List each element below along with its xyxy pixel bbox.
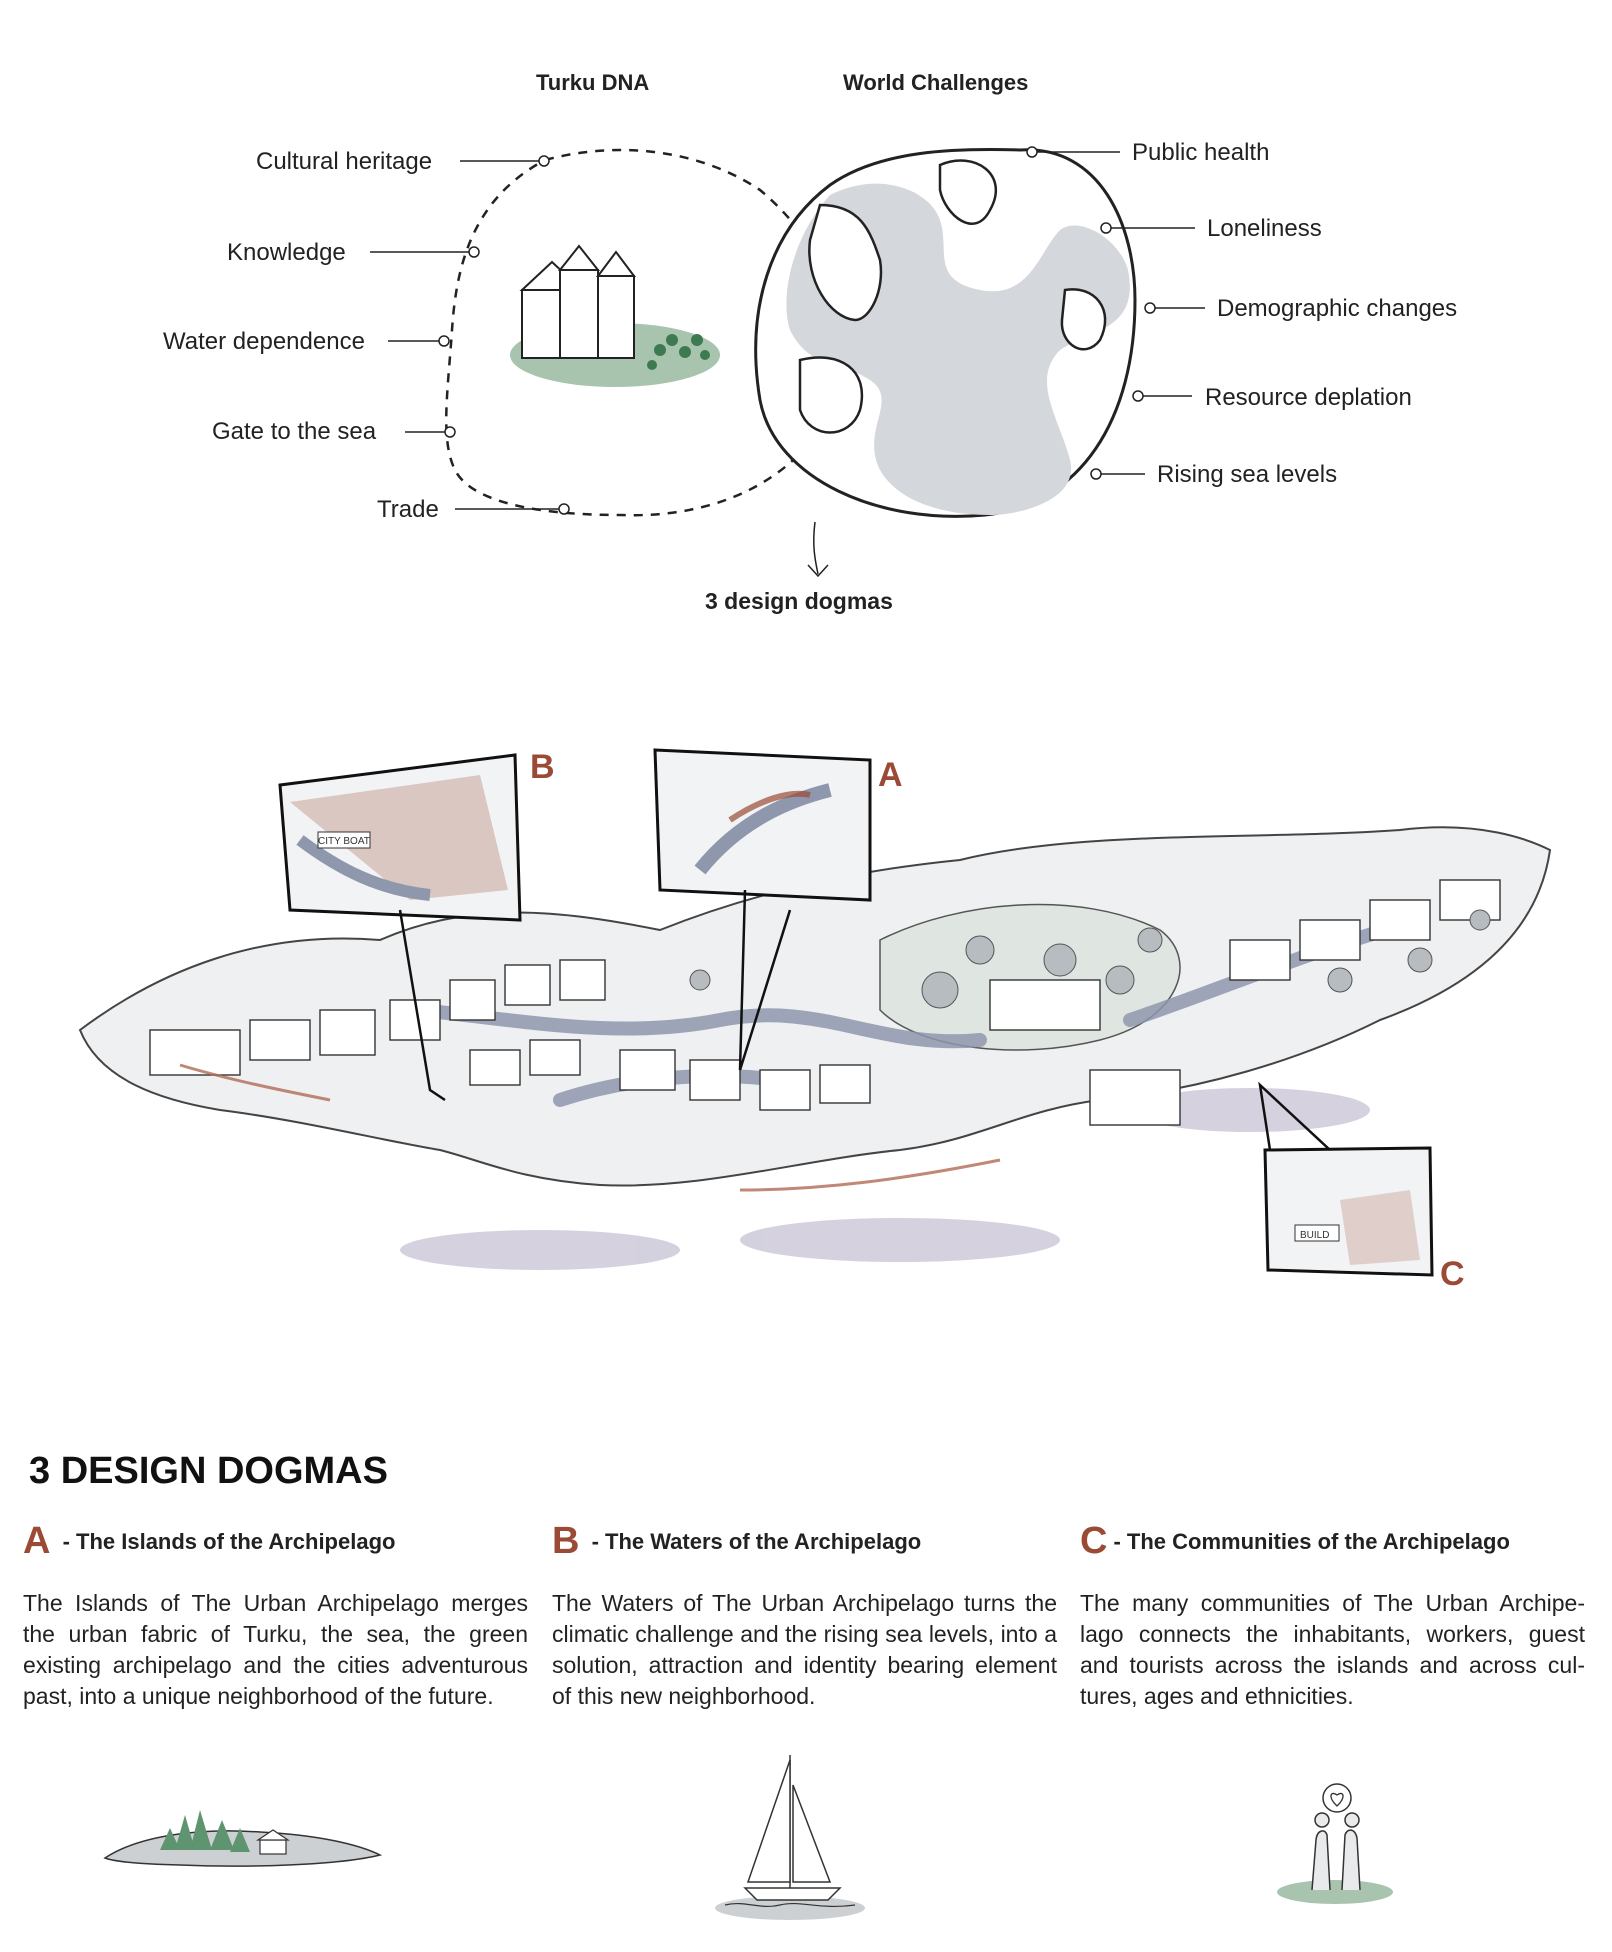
design-dogmas-label: 3 design dogmas: [705, 588, 893, 614]
dogma-a-heading: [23, 1520, 395, 1563]
dogma-c-heading: [1080, 1520, 1510, 1563]
build-sign: BUILD: [1300, 1230, 1330, 1241]
dogmas-title: 3 DESIGN DOGMAS: [29, 1450, 388, 1492]
world-item-loneliness: Loneliness: [1207, 215, 1322, 242]
dogma-c-letter: C: [1080, 1520, 1108, 1562]
dogma-c-title: - The Communities of the Archipelago: [1113, 1529, 1510, 1554]
callout-c-letter: C: [1440, 1255, 1465, 1293]
world-item-resource-deplation: Resource deplation: [1205, 384, 1412, 411]
world-globe: [756, 149, 1135, 516]
callout-a-letter: A: [878, 756, 903, 794]
turku-item-gate-to-sea: Gate to the sea: [212, 418, 377, 445]
turku-item-knowledge: Knowledge: [227, 239, 346, 266]
world-item-rising-sea-levels: Rising sea levels: [1157, 461, 1338, 488]
city-boat-sign: CITY BOAT: [318, 836, 370, 847]
dogma-b-letter: B: [552, 1520, 580, 1562]
world-item-public-health: Public health: [1132, 139, 1270, 166]
dogma-a-text: The Islands of The Urban Archipelago merges the urban fabric of Turku, the sea, the green existing archipelago and the cities adventurous past, into a unique neighborhood of the future.: [23, 1590, 528, 1709]
turku-dna-title: Turku DNA: [536, 70, 650, 95]
dogma-a-letter: A: [23, 1520, 51, 1562]
dogma-b-text: The Waters of The Urban Archipelago turns the climatic challenge and the rising sea levels, into a solution, attraction and identity bearing element of this new neighborhood.: [552, 1590, 1057, 1709]
dogma-b-title: - The Waters of the Archipelago: [585, 1529, 922, 1554]
turku-item-trade: Trade: [377, 496, 439, 523]
world-challenges-title: World Challenges: [843, 70, 1029, 95]
dogma-b-heading: [552, 1520, 921, 1563]
community-heart-icon: [1277, 1784, 1393, 1904]
down-arrow-icon: [814, 522, 818, 574]
dogma-icons: [0, 1740, 1612, 1940]
world-item-demographic-changes: Demographic changes: [1217, 295, 1458, 322]
dogma-a-title: - The Islands of the Archipelago: [56, 1529, 396, 1554]
callout-b-letter: B: [530, 748, 555, 786]
turku-item-water-dependence: Water dependence: [163, 328, 365, 355]
dogma-c-text: The many communities of The Urban Archipe-lago connects the inhabitants, workers, guest and tourists across the islands and across cul-tures, ages and ethnicities.: [1080, 1590, 1585, 1709]
turku-item-cultural-heritage: Cultural heritage: [256, 148, 433, 175]
sailboat-icon: [715, 1755, 865, 1920]
island-icon: [105, 1810, 380, 1866]
urban-archipelago-map: [0, 720, 1612, 1320]
church-sketch: [510, 246, 720, 387]
